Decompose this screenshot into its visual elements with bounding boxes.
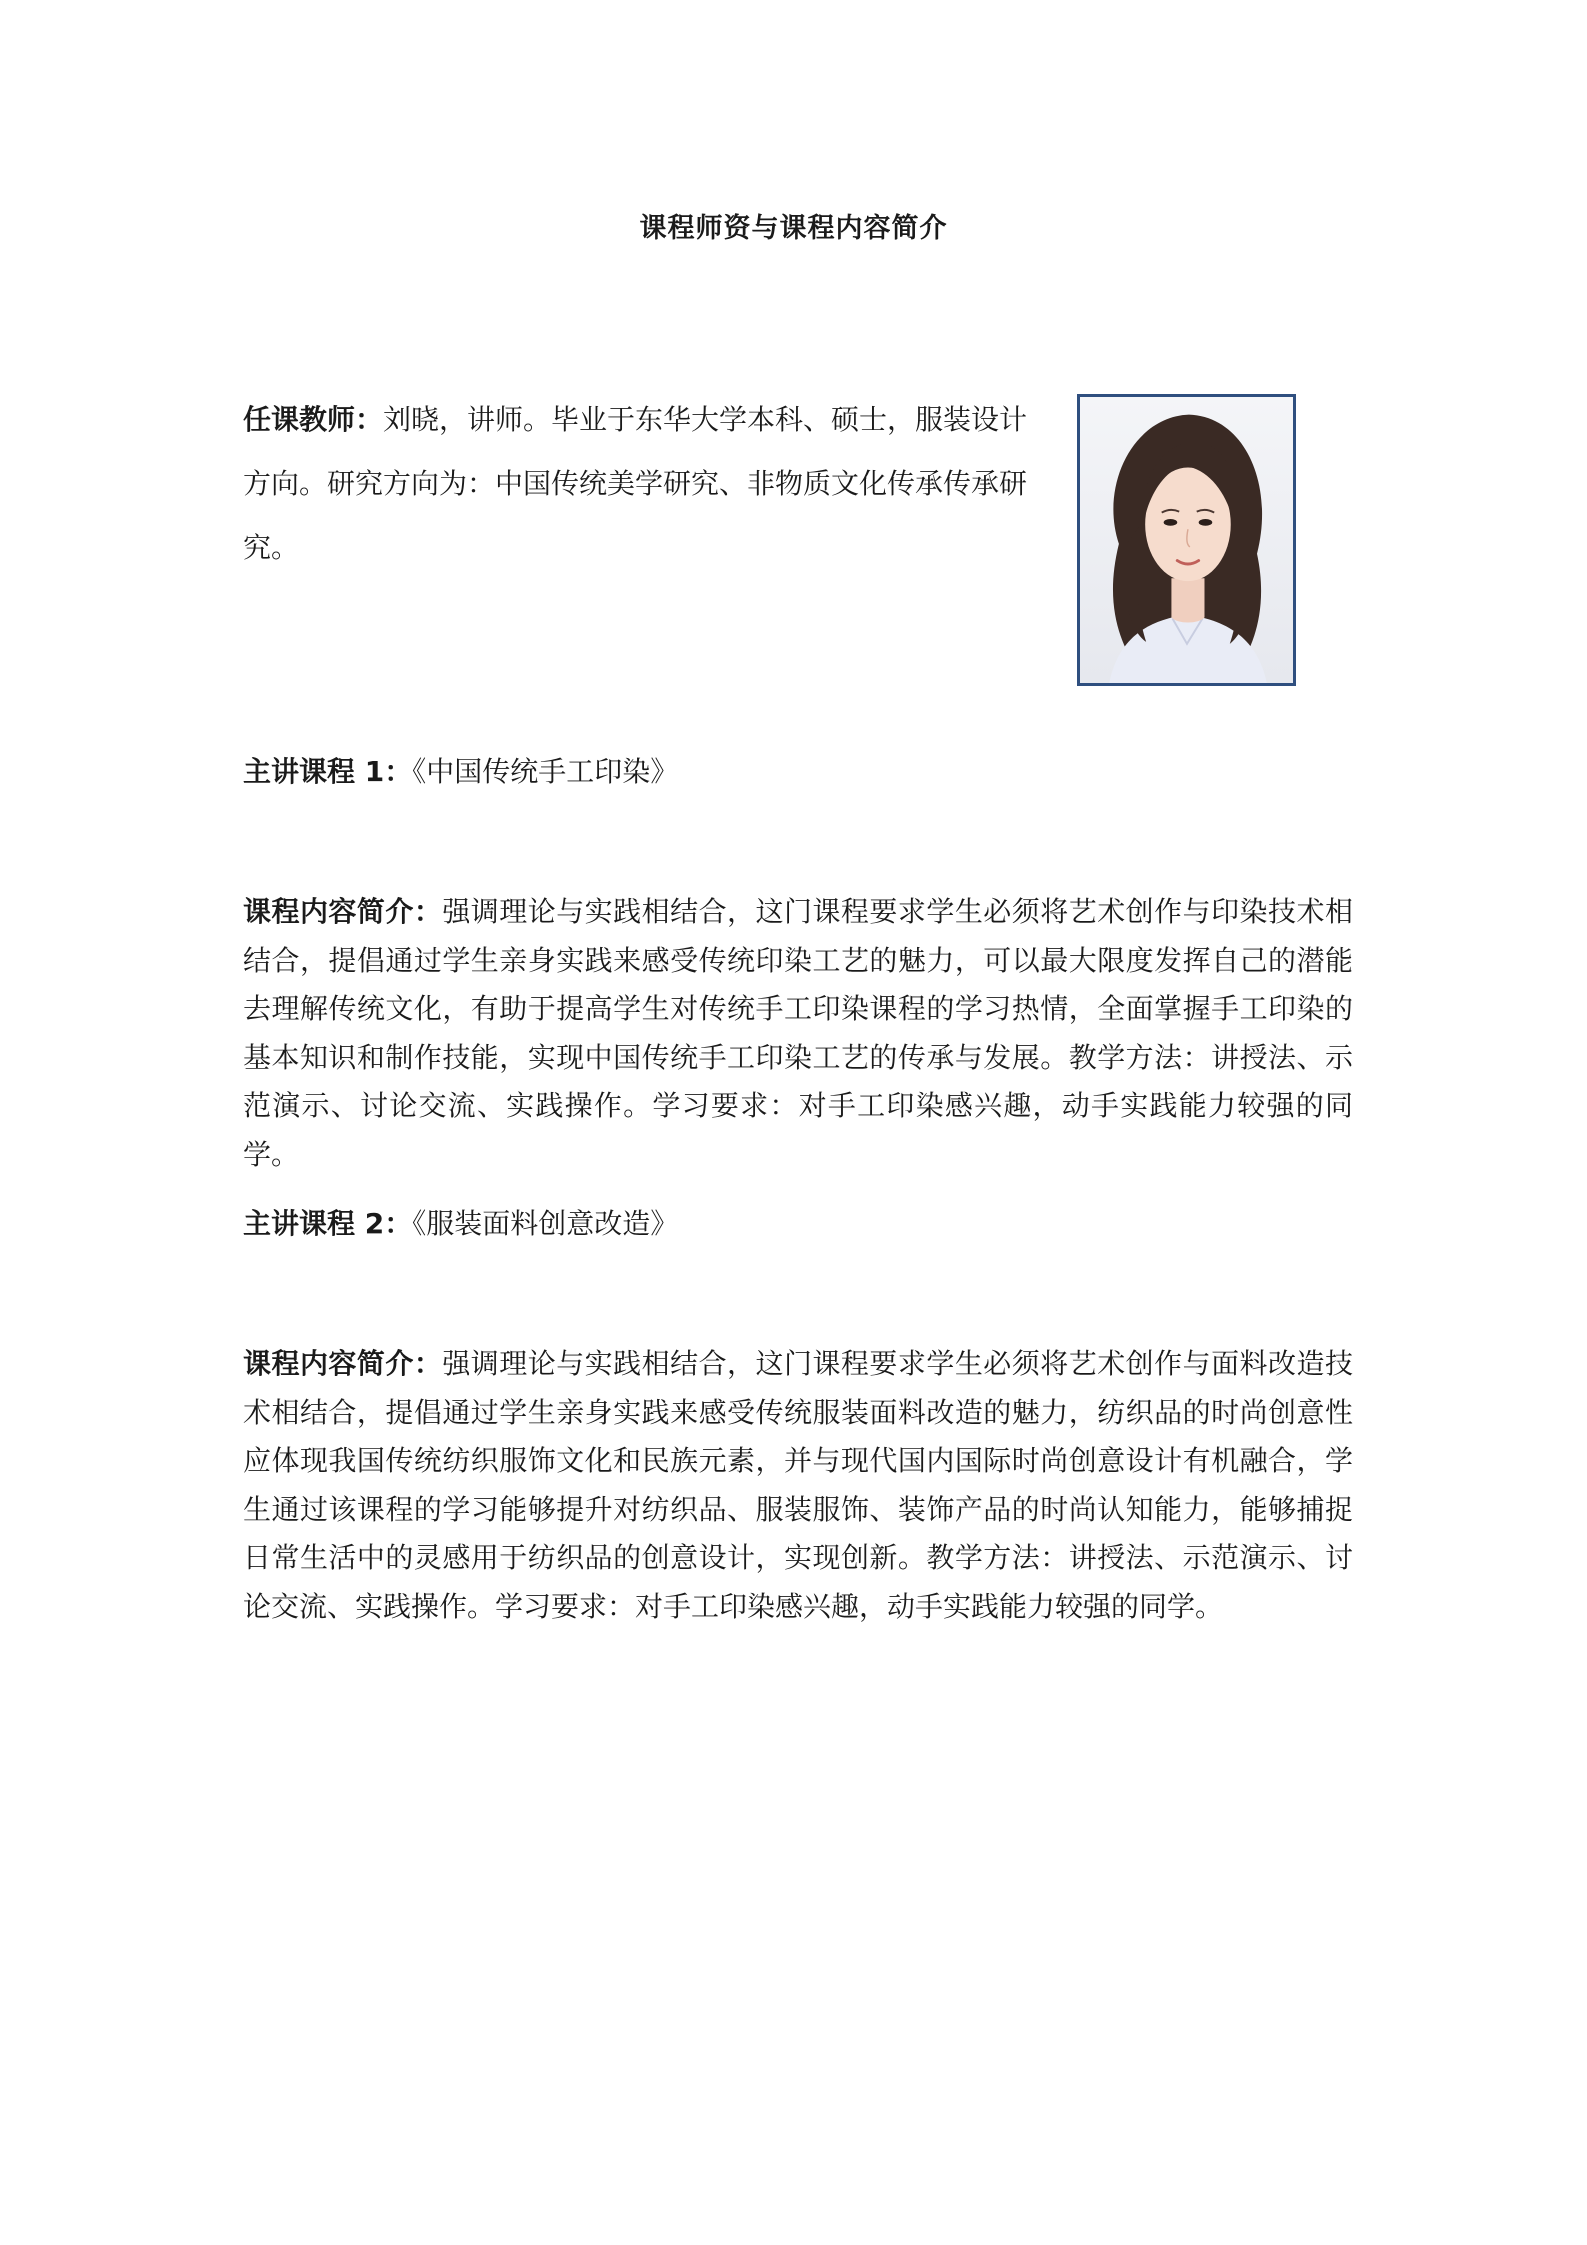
teacher-bio: 刘晓，讲师。毕业于东华大学本科、硕士，服装设计方向。研究方向为：中国传统美学研究、非物质文化传承传承研究。 xyxy=(243,403,1028,564)
teacher-label: 任课教师： xyxy=(243,403,384,436)
course-2-heading xyxy=(243,1204,678,1244)
course-2-desc-label: 课程内容简介： xyxy=(243,1347,443,1380)
teacher-intro xyxy=(243,388,1053,580)
course-2-description xyxy=(243,1340,1353,1631)
portrait-illustration xyxy=(1080,397,1293,683)
page-title: 课程师资与课程内容简介 xyxy=(639,213,948,244)
course-2-desc-text: 强调理论与实践相结合，这门课程要求学生必须将艺术创作与面料改造技术相结合，提倡通过学生亲身实践来感受传统服装面料改造的魅力，纺织品的时尚创意性应体现我国传统纺织服饰文化和民族元素，并与现代国内国际时尚创意设计有机融合，学生通过该课程的学习能够提升对纺织品、服装服饰、装饰产品的时尚认知能力，能够捕捉日常生活中的灵感用于纺织品的创意设计，实现创新。教学方法：讲授法、示范演示、讨论交流、实践操作。学习要求：对手工印染感兴趣，动手实践能力较强的同学。 xyxy=(243,1347,1353,1623)
course-1-desc-label: 课程内容简介： xyxy=(243,895,443,928)
course-1-heading xyxy=(243,752,678,792)
teacher-portrait-photo xyxy=(1077,394,1296,686)
course-1-description xyxy=(243,888,1353,1179)
course-2-title: 《服装面料创意改造》 xyxy=(412,1207,679,1240)
course-2-label: 主讲课程 2： xyxy=(243,1207,413,1240)
course-1-label: 主讲课程 1： xyxy=(243,755,413,788)
course-1-title: 《中国传统手工印染》 xyxy=(412,755,679,788)
course-1-desc-text: 强调理论与实践相结合，这门课程要求学生必须将艺术创作与印染技术相结合，提倡通过学生亲身实践来感受传统印染工艺的魅力，可以最大限度发挥自己的潜能去理解传统文化，有助于提高学生对传统手工印染课程的学习热情，全面掌握手工印染的基本知识和制作技能，实现中国传统手工印染工艺的传承与发展。教学方法：讲授法、示范演示、讨论交流、实践操作。学习要求：对手工印染感兴趣，动手实践能力较强的同学。 xyxy=(243,895,1353,1171)
